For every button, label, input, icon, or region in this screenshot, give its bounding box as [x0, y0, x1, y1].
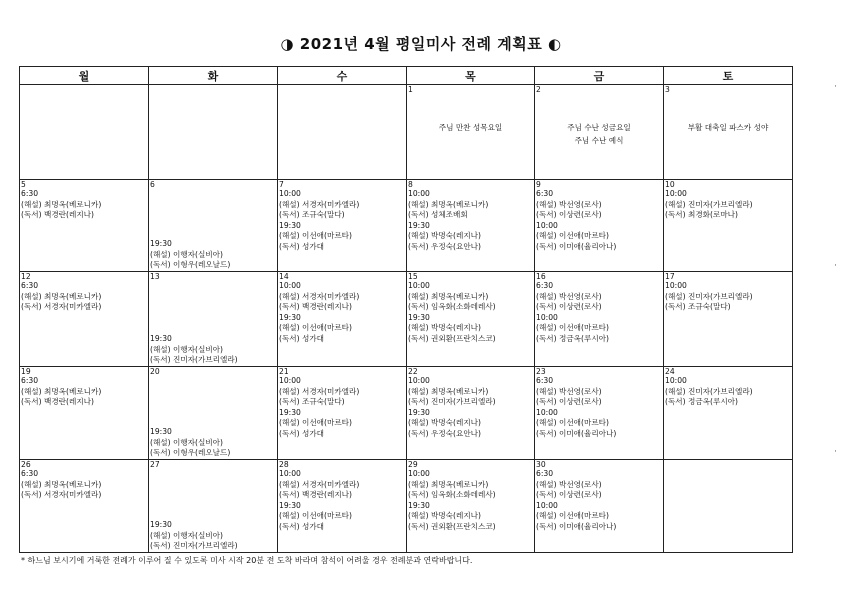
schedule-line: (독서) 조규숙(말다) [665, 302, 731, 312]
schedule-line: 19:30 [150, 427, 172, 437]
schedule-line: 19:30 [279, 500, 301, 510]
mass-schedule [20, 189, 148, 221]
day-number: 15 [408, 272, 418, 281]
week-row [20, 85, 793, 180]
day-cell [149, 460, 278, 553]
schedule-line: (독서) 우정숙(요안나) [408, 428, 481, 438]
day-number: 28 [279, 460, 289, 469]
day-cell [535, 460, 664, 553]
mass-schedule [664, 189, 792, 221]
day-number: 5 [21, 180, 26, 189]
schedule-line: (독서) 이미애(율리아나) [536, 428, 617, 438]
schedule-line: (해설) 이행자(실비아) [150, 530, 223, 540]
schedule-line: (독서) 진미자(가브리엘라) [408, 397, 496, 407]
mass-schedule [149, 520, 238, 552]
schedule-line: 6:30 [536, 469, 554, 478]
week-row [20, 367, 793, 460]
festival-line: 주님 수난 예식 [574, 136, 624, 145]
schedule-line: 6:30 [21, 469, 39, 478]
schedule-line: (독서) 정금옥(루시아) [536, 333, 609, 343]
mass-schedule [535, 469, 663, 533]
schedule-line: (독서) 성체조배회 [408, 210, 468, 220]
day-cell [278, 180, 407, 272]
festival-label [664, 121, 792, 134]
day-cell [149, 180, 278, 272]
schedule-line: (독서) 이미애(율리아나) [536, 521, 617, 531]
schedule-line: (독서) 서경자(미카엘라) [21, 302, 102, 312]
schedule-line: (해설) 이행자(실비아) [150, 249, 223, 259]
schedule-line: (해설) 이선애(마르타) [536, 323, 609, 333]
schedule-line: 10:00 [536, 407, 558, 417]
schedule-line: (독서) 성가대 [279, 521, 325, 531]
schedule-line: (해설) 이선애(마르타) [279, 418, 352, 428]
schedule-line: (해설) 최명옥(베로니카) [408, 479, 489, 489]
festival-label [535, 121, 663, 147]
day-cell [20, 367, 149, 460]
schedule-line: 19:30 [408, 312, 430, 322]
liturgy-calendar-table [19, 66, 793, 553]
day-number: 13 [150, 272, 160, 281]
schedule-line: 10:00 [536, 220, 558, 230]
schedule-line: 10:00 [536, 312, 558, 322]
week-row [20, 460, 793, 553]
day-cell [278, 367, 407, 460]
mass-schedule [407, 281, 534, 345]
schedule-line: (해설) 진미자(가브리엘라) [665, 291, 753, 301]
day-number: 20 [150, 367, 160, 376]
schedule-line: (독서) 이미애(율리아나) [536, 241, 617, 251]
day-cell [535, 367, 664, 460]
mass-schedule [20, 376, 148, 408]
day-cell [664, 460, 793, 553]
weekday-header: 월 [20, 67, 149, 85]
schedule-line: (해설) 최명옥(베로니카) [408, 199, 489, 209]
schedule-line: (해설) 이행자(실비아) [150, 344, 223, 354]
schedule-line: 10:00 [536, 500, 558, 510]
schedule-line: 19:30 [279, 312, 301, 322]
schedule-line: 10:00 [279, 281, 301, 290]
schedule-line: 19:30 [150, 334, 172, 344]
mass-schedule [407, 189, 534, 253]
schedule-line: (해설) 이선애(마르타) [279, 511, 352, 521]
schedule-line: 10:00 [408, 281, 430, 290]
mass-schedule [149, 239, 230, 271]
schedule-line: (해설) 박선영(로사) [536, 386, 602, 396]
day-number: 12 [21, 272, 31, 281]
schedule-line: (해설) 박선영(로사) [536, 479, 602, 489]
schedule-line: (해설) 박명숙(레지나) [408, 511, 481, 521]
festival-line: 주님 수난 성금요일 [567, 123, 631, 132]
day-number: 10 [665, 180, 675, 189]
schedule-line: (독서) 최경화(로마나) [665, 210, 738, 220]
schedule-line: (해설) 최명옥(베로니카) [21, 199, 102, 209]
schedule-line: 10:00 [279, 376, 301, 385]
schedule-line: (독서) 이형우(레오날드) [150, 448, 231, 458]
schedule-line: (독서) 이상련(로사) [536, 302, 602, 312]
schedule-line: (해설) 박선영(로사) [536, 291, 602, 301]
schedule-line: 6:30 [536, 189, 554, 198]
festival-label [407, 121, 534, 134]
schedule-line: (해설) 최명옥(베로니카) [21, 479, 102, 489]
day-cell [20, 272, 149, 367]
day-cell [664, 367, 793, 460]
mass-schedule [535, 376, 663, 440]
mass-schedule [535, 281, 663, 345]
day-cell [664, 272, 793, 367]
schedule-line: (해설) 박명숙(레지나) [408, 231, 481, 241]
day-cell [407, 460, 535, 553]
schedule-line: 6:30 [21, 189, 39, 198]
day-number: 27 [150, 460, 160, 469]
week-row [20, 272, 793, 367]
day-number: 6 [150, 180, 155, 189]
schedule-line: (해설) 최명옥(베로니카) [21, 291, 102, 301]
schedule-line: 19:30 [279, 220, 301, 230]
mass-schedule [278, 281, 406, 345]
schedule-line: 6:30 [536, 281, 554, 290]
schedule-line: (독서) 서경자(미카엘라) [21, 490, 102, 500]
day-number: 14 [279, 272, 289, 281]
day-cell [20, 180, 149, 272]
schedule-line: (독서) 이형우(레오날드) [150, 260, 231, 270]
mass-schedule [20, 469, 148, 501]
schedule-line: (해설) 진미자(가브리엘라) [665, 386, 753, 396]
day-cell [407, 180, 535, 272]
schedule-line: (독서) 진미자(가브리엘라) [150, 355, 238, 365]
day-number: 8 [408, 180, 413, 189]
schedule-line: (독서) 성가대 [279, 428, 325, 438]
page-title: ◑ 2021년 4월 평일미사 전례 계획표 ◐ [280, 35, 562, 53]
schedule-line: (독서) 백경란(레지나) [21, 210, 94, 220]
festival-line: 주님 만찬 성목요일 [438, 123, 503, 132]
schedule-line: (해설) 박명숙(레지나) [408, 418, 481, 428]
schedule-line: 10:00 [665, 189, 687, 198]
day-number: 16 [536, 272, 546, 281]
schedule-line: 10:00 [408, 469, 430, 478]
schedule-line: (독서) 임옥화(소화데레사) [408, 490, 496, 500]
schedule-line: (독서) 조규숙(말다) [279, 210, 345, 220]
day-cell [278, 460, 407, 553]
schedule-line: (독서) 권외환(프란치스코) [408, 521, 496, 531]
schedule-line: (해설) 최명옥(베로니카) [21, 386, 102, 396]
day-cell [407, 85, 535, 180]
schedule-line: (해설) 서경자(미카엘라) [279, 291, 360, 301]
day-cell [20, 460, 149, 553]
margin-mark: · [834, 82, 837, 92]
mass-schedule [149, 427, 230, 459]
day-cell [278, 272, 407, 367]
weekday-header: 화 [149, 67, 278, 85]
margin-mark: · [834, 447, 837, 457]
day-number: 29 [408, 460, 418, 469]
day-number: 23 [536, 367, 546, 376]
schedule-line: (독서) 백경란(레지나) [279, 302, 352, 312]
schedule-line: (독서) 임옥화(소화데레사) [408, 302, 496, 312]
schedule-line: (독서) 진미자(가브리엘라) [150, 541, 238, 551]
schedule-line: (해설) 이선애(마르타) [536, 231, 609, 241]
weekday-header: 목 [407, 67, 535, 85]
weekday-header: 금 [535, 67, 664, 85]
day-number: 21 [279, 367, 289, 376]
day-cell [535, 85, 664, 180]
schedule-line: (독서) 정금옥(루시아) [665, 397, 738, 407]
schedule-line: (독서) 이상련(로사) [536, 397, 602, 407]
day-number: 3 [665, 85, 670, 94]
day-number: 24 [665, 367, 675, 376]
day-cell [407, 272, 535, 367]
schedule-line: (해설) 이행자(실비아) [150, 437, 223, 447]
schedule-line: (독서) 백경란(레지나) [279, 490, 352, 500]
schedule-line: 10:00 [279, 469, 301, 478]
day-cell [149, 85, 278, 180]
schedule-line: 6:30 [21, 376, 39, 385]
weekday-header: 토 [664, 67, 793, 85]
day-number: 19 [21, 367, 31, 376]
margin-mark: · [834, 261, 837, 271]
schedule-line: (해설) 박선영(로사) [536, 199, 602, 209]
schedule-line: 19:30 [150, 520, 172, 530]
mass-schedule [664, 376, 792, 408]
schedule-line: 6:30 [21, 281, 39, 290]
day-cell [149, 367, 278, 460]
schedule-line: (해설) 서경자(미카엘라) [279, 386, 360, 396]
schedule-line: 6:30 [536, 376, 554, 385]
day-cell [278, 85, 407, 180]
mass-schedule [20, 281, 148, 313]
schedule-line: 19:30 [150, 239, 172, 249]
day-number: 30 [536, 460, 546, 469]
day-number: 17 [665, 272, 675, 281]
schedule-line: 10:00 [408, 189, 430, 198]
schedule-line: (독서) 권외환(프란치스코) [408, 333, 496, 343]
day-cell [664, 85, 793, 180]
schedule-line: (독서) 조규숙(말다) [279, 397, 345, 407]
mass-schedule [535, 189, 663, 253]
day-number: 2 [536, 85, 541, 94]
day-number: 9 [536, 180, 541, 189]
schedule-line: 19:30 [279, 407, 301, 417]
weekday-header-row [20, 67, 793, 85]
schedule-line: (해설) 최명옥(베로니카) [408, 291, 489, 301]
schedule-line: (독서) 백경란(레지나) [21, 397, 94, 407]
mass-schedule [278, 376, 406, 440]
mass-schedule [407, 469, 534, 533]
day-number: 7 [279, 180, 284, 189]
schedule-line: (해설) 이선애(마르타) [279, 323, 352, 333]
day-cell [535, 272, 664, 367]
mass-schedule [278, 189, 406, 253]
day-number: 26 [21, 460, 31, 469]
mass-schedule [149, 334, 238, 366]
footnote: * 하느님 보시기에 거룩한 전례가 이루어 질 수 있도록 미사 시작 20분 전 도착 바라며 참석이 어려울 경우 전례분과 연락바랍니다. [21, 556, 473, 565]
schedule-line: 10:00 [665, 376, 687, 385]
week-row [20, 180, 793, 272]
schedule-line: 19:30 [408, 407, 430, 417]
festival-line: 부활 대축일 파스카 성야 [687, 123, 769, 132]
schedule-line: 10:00 [408, 376, 430, 385]
day-cell [149, 272, 278, 367]
schedule-line: (해설) 서경자(미카엘라) [279, 199, 360, 209]
schedule-line: (해설) 이선애(마르타) [536, 511, 609, 521]
day-cell [664, 180, 793, 272]
mass-schedule [664, 281, 792, 313]
schedule-line: (독서) 성가대 [279, 333, 325, 343]
day-cell [535, 180, 664, 272]
schedule-line: (해설) 서경자(미카엘라) [279, 479, 360, 489]
schedule-line: 10:00 [665, 281, 687, 290]
schedule-line: (해설) 이선애(마르타) [279, 231, 352, 241]
day-cell [407, 367, 535, 460]
mass-schedule [407, 376, 534, 440]
schedule-line: (해설) 진미자(가브리엘라) [665, 199, 753, 209]
schedule-line: 19:30 [408, 220, 430, 230]
schedule-line: (독서) 이상련(로사) [536, 210, 602, 220]
schedule-line: (독서) 우정숙(요안나) [408, 241, 481, 251]
schedule-line: (해설) 최명옥(베로니카) [408, 386, 489, 396]
schedule-line: (해설) 박명숙(레지나) [408, 323, 481, 333]
day-number: 22 [408, 367, 418, 376]
schedule-line: (해설) 이선애(마르타) [536, 418, 609, 428]
schedule-line: 10:00 [279, 189, 301, 198]
mass-schedule [278, 469, 406, 533]
schedule-line: (독서) 이상련(로사) [536, 490, 602, 500]
schedule-line: 19:30 [408, 500, 430, 510]
day-cell [20, 85, 149, 180]
schedule-line: (독서) 성가대 [279, 241, 325, 251]
day-number: 1 [408, 85, 413, 94]
weekday-header: 수 [278, 67, 407, 85]
